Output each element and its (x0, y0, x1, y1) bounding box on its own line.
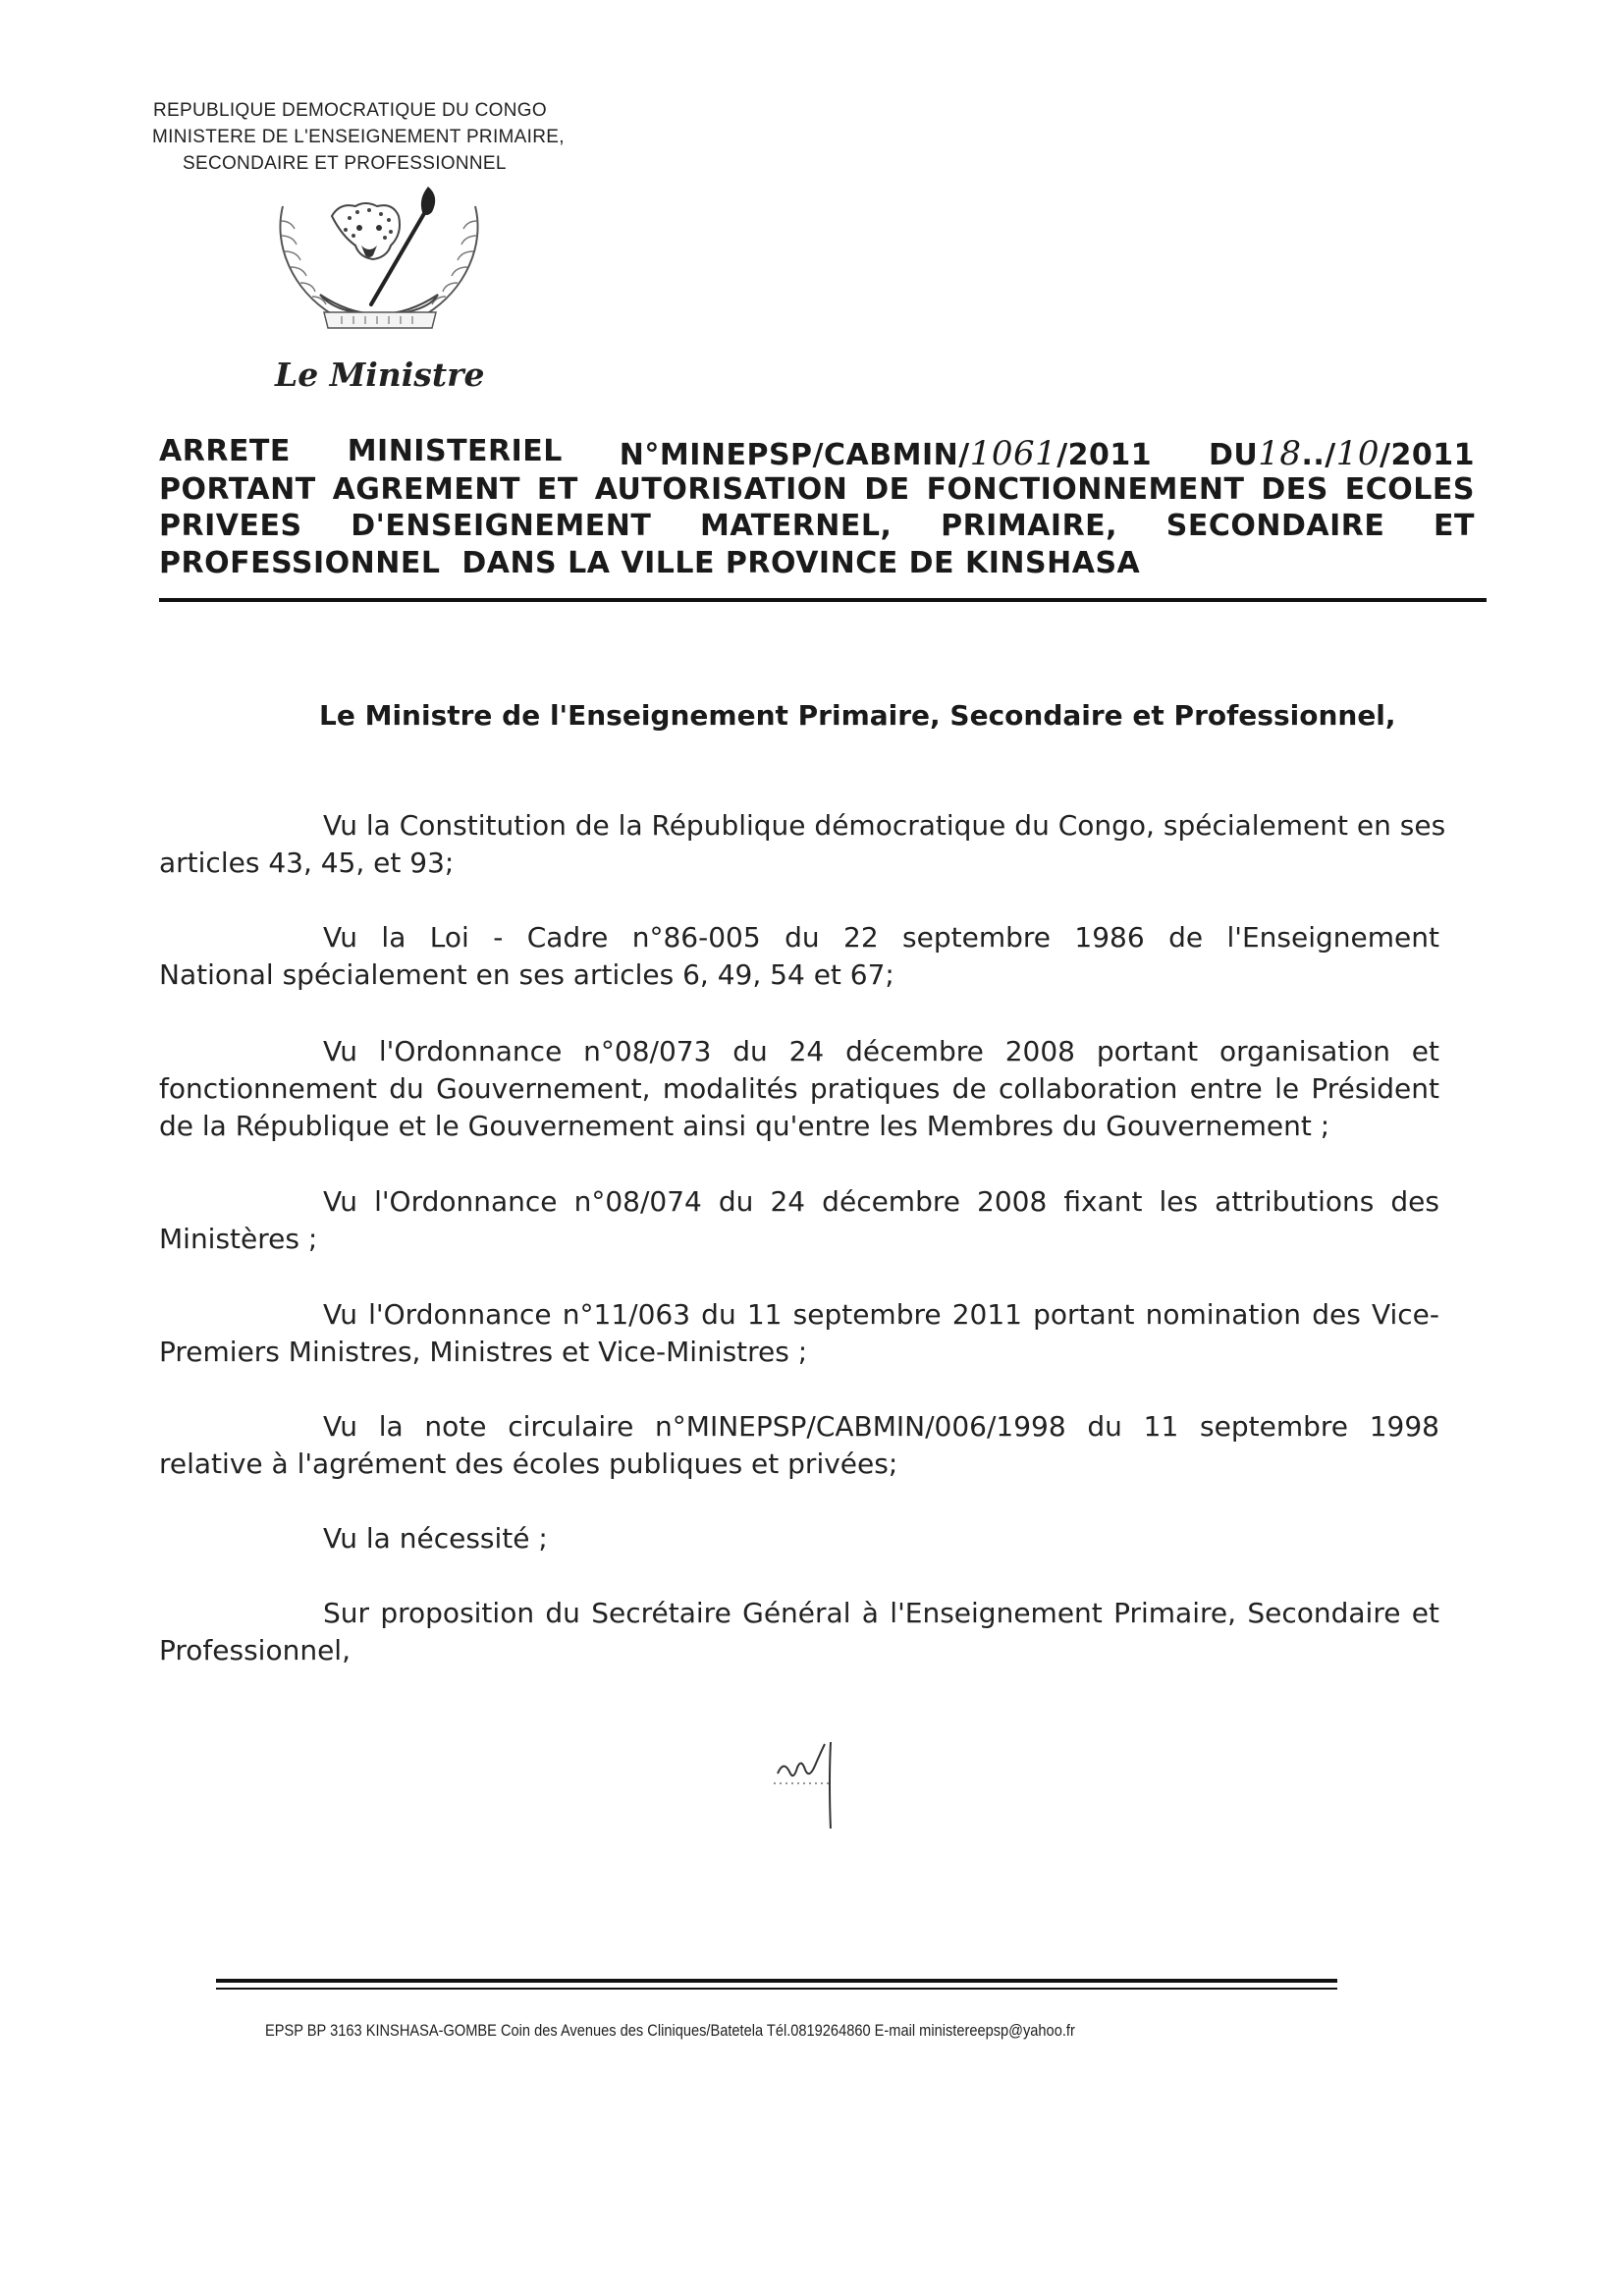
footer-rule (216, 1979, 1337, 1983)
decree-word: PORTANT (159, 472, 316, 507)
authority-heading: Le Ministre de l'Enseignement Primaire, Secondaire et Professionnel, (319, 699, 1396, 732)
visa-paragraph-constitution: Vu la Constitution de la République démocratique du Congo, spécialement en ses articles 43, 45, et 93; (159, 809, 1446, 879)
letterhead-ministry: MINISTERE DE L'ENSEIGNEMENT PRIMAIRE, (152, 127, 565, 147)
decree-word: DE (864, 472, 910, 507)
decree-word: PRIMAIRE, (941, 509, 1118, 543)
visa-paragraph-ordonnance-11-063: Vu l'Ordonnance n°11/063 du 11 septembre 2011 portant nomination des Vice- Premiers Ministres, Ministres et Vice-Ministres ; (159, 1298, 1439, 1368)
letterhead-country: REPUBLIQUE DEMOCRATIQUE DU CONGO (153, 100, 547, 121)
decree-title-line-3 (159, 509, 1475, 543)
decree-word: AUTORISATION (594, 472, 848, 507)
handwritten-day: 18 (1258, 434, 1302, 473)
visa-paragraph-necessite: Vu la nécessité ; (323, 1522, 548, 1555)
handwritten-number: 1061 (969, 434, 1057, 473)
decree-word: D'ENSEIGNEMENT (351, 509, 652, 543)
decree-word: AGREMENT (332, 472, 520, 507)
footer-rule-thin (216, 1988, 1337, 1990)
footer-address: EPSP BP 3163 KINSHASA-GOMBE Coin des Avenues des Cliniques/Batetela Tél.0819264860 E-mail ministereepsp@yahoo.fr (265, 2021, 1075, 2040)
initials-signature (758, 1720, 866, 1829)
decree-word: ET (536, 472, 578, 507)
decree-word: ET (1434, 509, 1475, 543)
letterhead-ministry-2: SECONDAIRE ET PROFESSIONNEL (183, 153, 507, 174)
decree-word: PRIVEES (159, 509, 302, 543)
decree-date: DU18../10/2011 (1208, 434, 1475, 473)
coat-of-arms-icon (263, 177, 495, 334)
decree-word: MATERNEL, (700, 509, 893, 543)
visa-paragraph-ordonnance-08-074: Vu l'Ordonnance n°08/074 du 24 décembre 2008 fixant les attributions des Ministères ; (159, 1185, 1439, 1255)
decree-title-line-2 (159, 472, 1475, 507)
decree-title-line-4: PROFESSIONNEL DANS LA VILLE PROVINCE DE KINSHASA (159, 546, 1141, 580)
visa-paragraph-proposition: Sur proposition du Secrétaire Général à l'Enseignement Primaire, Secondaire et Professionnel, (159, 1597, 1439, 1666)
decree-title-line-1 (159, 434, 1475, 473)
decree-word: DES (1261, 472, 1328, 507)
decree-underline (159, 598, 1487, 602)
decree-word: ECOLES (1344, 472, 1475, 507)
decree-number: N°MINEPSP/CABMIN/1061/2011 (619, 434, 1153, 473)
decree-word: MINISTERIEL (347, 434, 563, 468)
decree-word: FONCTIONNEMENT (926, 472, 1245, 507)
handwritten-month: 10 (1335, 434, 1380, 473)
decree-word: ARRETE (159, 434, 291, 468)
visa-paragraph-note-circulaire: Vu la note circulaire n°MINEPSP/CABMIN/006/1998 du 11 septembre 1998 relative à l'agrément des écoles publiques et privées; (159, 1410, 1439, 1480)
visa-paragraph-ordonnance-08-073: Vu l'Ordonnance n°08/073 du 24 décembre 2008 portant organisation et fonctionnement du Gouvernement, modalités pratiques de collaboration entre le Président de la République et le Gouvernement ainsi qu'entre les Membres du Gouvernement ; (159, 1035, 1439, 1142)
visa-paragraph-loi-cadre: Vu la Loi - Cadre n°86-005 du 22 septembre 1986 de l'Enseignement National spécialement en ses articles 6, 49, 54 et 67; (159, 921, 1439, 991)
minister-title: Le Ministre (275, 355, 485, 394)
decree-word: SECONDAIRE (1165, 509, 1385, 543)
